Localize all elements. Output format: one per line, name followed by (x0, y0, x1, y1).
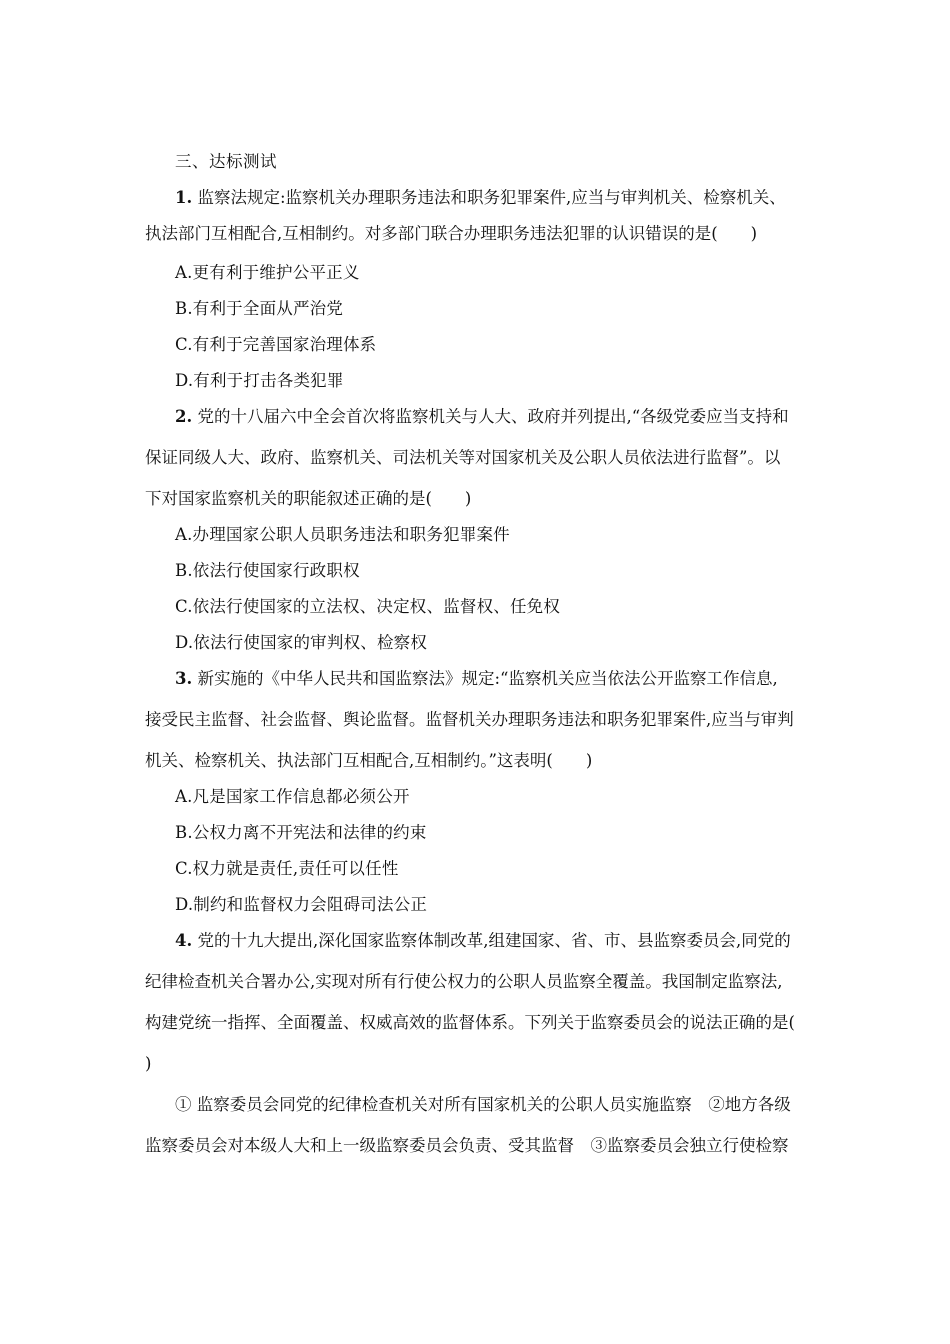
question-3-option-a: A.凡是国家工作信息都必须公开 (175, 787, 410, 806)
question-2-option-d: D.依法行使国家的审判权、检察权 (175, 633, 428, 652)
question-2-stem-line-1 (175, 406, 837, 428)
question-text: 党的十八届六中全会首次将监察机关与人大、政府并列提出,“各级党委应当支持和 (192, 407, 789, 426)
question-4-statements-line-1: ① 监察委员会同党的纪律检查机关对所有国家机关的公职人员实施监察 ②地方各级 (175, 1095, 791, 1114)
section-heading: 三、达标测试 (175, 152, 277, 171)
question-text: 党的十九大提出,深化国家监察体制改革,组建国家、省、市、县监察委员会,同党的 (192, 931, 791, 950)
question-4-statements-line-2: 监察委员会对本级人大和上一级监察委员会负责、受其监督 ③监察委员会独立行使检察 (145, 1136, 789, 1155)
question-2-stem-line-3: 下对国家监察机关的职能叙述正确的是( ) (145, 489, 472, 508)
question-2-option-a: A.办理国家公职人员职务违法和职务犯罪案件 (175, 525, 510, 544)
question-1-option-c: C.有利于完善国家治理体系 (175, 335, 377, 354)
question-4-stem-line-1 (175, 930, 837, 952)
question-3-option-b: B.公权力离不开宪法和法律的约束 (175, 823, 427, 842)
question-3-stem-line-1 (175, 668, 837, 690)
question-1-stem-line-2: 执法部门互相配合,互相制约。对多部门联合办理职务违法犯罪的认识错误的是( ) (145, 224, 758, 243)
question-1-option-b: B.有利于全面从严治党 (175, 299, 344, 318)
question-number: 4. (175, 931, 193, 950)
question-3-stem-line-3: 机关、检察机关、执法部门互相配合,互相制约。”这表明( ) (145, 751, 593, 770)
question-number: 1. (175, 188, 193, 207)
question-3-stem-line-2: 接受民主监督、社会监督、舆论监督。监督机关办理职务违法和职务犯罪案件,应当与审判 (145, 710, 794, 729)
question-number: 2. (175, 407, 193, 426)
question-4-stem-line-4: ) (145, 1054, 152, 1073)
question-number: 3. (175, 669, 193, 688)
question-text: 新实施的《中华人民共和国监察法》规定:“监察机关应当依法公开监察工作信息, (192, 669, 778, 688)
question-1-option-a: A.更有利于维护公平正义 (175, 263, 360, 282)
question-1-option-d: D.有利于打击各类犯罪 (175, 371, 344, 390)
question-2-option-c: C.依法行使国家的立法权、决定权、监督权、任免权 (175, 597, 561, 616)
question-2-option-b: B.依法行使国家行政职权 (175, 561, 360, 580)
question-1-stem-line-1 (175, 187, 837, 209)
question-4-stem-line-2: 纪律检查机关合署办公,实现对所有行使公权力的公职人员监察全覆盖。我国制定监察法, (145, 972, 783, 991)
question-4-stem-line-3: 构建党统一指挥、全面覆盖、权威高效的监督体系。下列关于监察委员会的说法正确的是( (145, 1013, 795, 1032)
question-text: 监察法规定:监察机关办理职务违法和职务犯罪案件,应当与审判机关、检察机关、 (192, 188, 786, 207)
question-2-stem-line-2: 保证同级人大、政府、监察机关、司法机关等对国家机关及公职人员依法进行监督”。以 (145, 448, 781, 467)
question-3-option-d: D.制约和监督权力会阻碍司法公正 (175, 895, 428, 914)
question-3-option-c: C.权力就是责任,责任可以任性 (175, 859, 399, 878)
